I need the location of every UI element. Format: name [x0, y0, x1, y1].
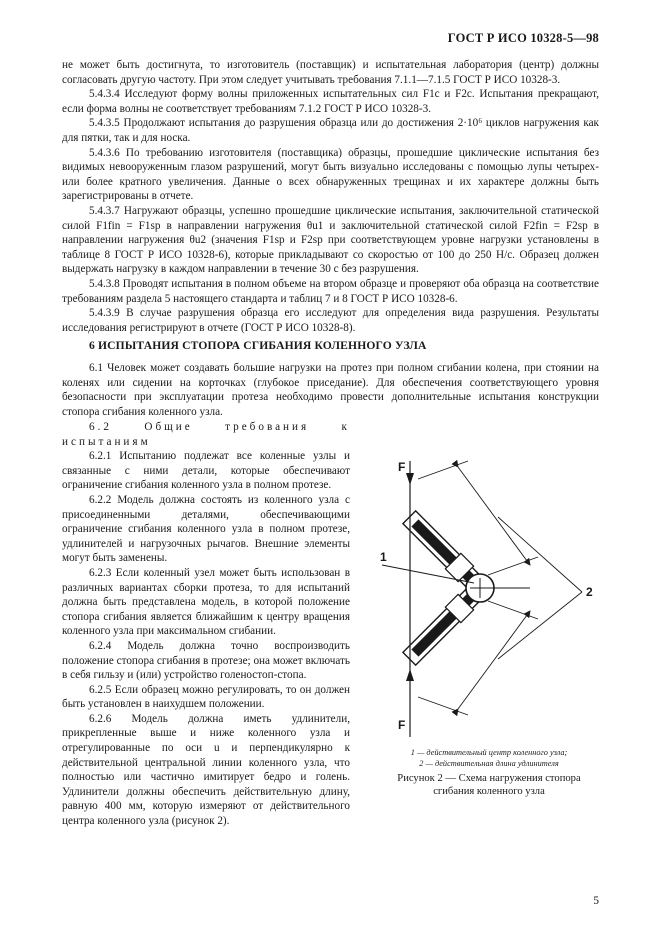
loading-diagram	[370, 455, 610, 745]
figure-legend	[366, 747, 612, 769]
paragraph: не может быть достигнута, то изготовитель (поставщик) и испытательная лаборатория (центр) должны согласовать другую частоту. При этом следует учитывать требования 7.1.1—7.1.5 ГОСТ Р ИСО 10328-3.	[62, 59, 599, 86]
document-header: ГОСТ Р ИСО 10328-5—98	[447, 31, 599, 45]
paragraph: 6.2.6 Модель должна иметь удлинители, прикрепленные выше и ниже коленного узла и отрегулированные по оси u и перпендикулярно к действительной центральной линии коленного узла, что полностью или частично имитирует бедро и голень. Удлинители должны обеспечить действительную длину, равную 400 мм, которую измеряют от действительного центра коленного узла (рисунок 2).	[62, 712, 350, 828]
force-label-top: F	[398, 460, 406, 474]
paragraph: 6.2.1 Испытанию подлежат все коленные узлы и связанные с ними детали, которые обеспечивают ограничение сгибания коленного узла в полном протезе.	[62, 450, 350, 492]
top-text-block	[62, 58, 599, 335]
paragraph: 6.2.2 Модель должна состоять из коленного узла с присоединенными деталями, обеспечивающими ограничение сгибания коленного узла в полном протезе, удлинителей и нагрузочных рычагов. Внешние элементы могут быть заменены.	[62, 493, 350, 565]
section-6-1	[62, 361, 599, 419]
caption-line: Рисунок 2 — Схема нагружения стопора	[397, 773, 581, 784]
paragraph: 5.4.3.7 Нагружают образцы, успешно прошедшие циклические испытания, заключительной статической силой F1fin = F1sp в направлении нагружения θu1 и заключительной статической силой F2fin = F2sp в направлении нагружения θu2 (значения F1sp и F2sp при соответствующем уровне нагрузки установлены в таблице 8 ГОСТ Р ИСО 10328-6), которые прикладывают со скоростью от 100 до 250 Н/с. Образец должен выдержать нагрузку в каждом направлении в течение 30 с без разрушения.	[62, 204, 599, 276]
paragraph: 5.4.3.9 В случае разрушения образца его исследуют для определения вида разрушения. Результаты исследования регистрируют в отчете (ГОСТ Р ИСО 10328-8).	[62, 307, 599, 334]
paragraph: 5.4.3.6 По требованию изготовителя (поставщика) образцы, прошедшие циклические испытания без видимых невооруженным глазом разрушений, могут быть визуально исследованы с помощью лупы четырех- или более кратного увеличения. Данные о всех обнаруженных трещинах и их характере должны быть зарегистрированы в отчете.	[62, 146, 599, 203]
section-heading: 6 ИСПЫТАНИЯ СТОПОРА СГИБАНИЯ КОЛЕННОГО УЗЛА	[89, 339, 427, 352]
callout-1-label: 1	[380, 550, 387, 564]
page-number: 5	[593, 895, 599, 907]
legend-item: 2 — действительная длина удлинителя	[419, 759, 559, 768]
paragraph: 6.2.5 Если образец можно регулировать, то он должен быть установлен в наихудшем положении.	[62, 683, 350, 711]
subsection-heading: 6.2 Общие требования к испытаниям	[62, 421, 350, 448]
paragraph: 6.2.3 Если коленный узел может быть использован в различных вариантах сборки протеза, то для испытаний должна быть представлена модель, в которой положение стопора сгибания является ближайшим к центру вращения коленного узла при максимальном сгибании.	[62, 566, 350, 638]
legend-item: 1 — действительный центр коленного узла;	[410, 748, 568, 757]
callout-2-label: 2	[586, 585, 593, 599]
force-label-bottom: F	[398, 718, 406, 732]
paragraph: 5.4.3.8 Проводят испытания в полном объеме на втором образце и проверяют оба образца на соответствие требованиям раздела 5 настоящего стандарта и таблиц 7 и 8 ГОСТ Р ИСО 10328-6.	[62, 277, 599, 305]
left-column-text	[62, 420, 350, 829]
paragraph: 6.1 Человек может создавать большие нагрузки на протез при полном сгибании колена, при стоянии на коленях или сидении на корточках (глубокое приседание). Для обеспечения соответствующего уровня безопасности при эксплуатации протеза необходимо провести дополнительные испытания конструкции стопора сгибания коленного узла.	[62, 362, 599, 418]
paragraph: 5.4.3.4 Исследуют форму волны приложенных испытательных сил F1c и F2c. Испытания прекращают, если форма волны не соответствует требованиям 7.1.2 ГОСТ Р ИСО 10328-3.	[62, 88, 599, 115]
paragraph: 5.4.3.5 Продолжают испытания до разрушения образца или до достижения 2·10⁶ циклов нагружения как для пятки, так и для носка.	[62, 117, 599, 144]
caption-line: сгибания коленного узла	[433, 786, 545, 797]
paragraph: 6.2.4 Модель должна точно воспроизводить положение стопора сгибания в протезе; она может включать в себя гильзу и (или) устройство голеностоп-стопа.	[62, 639, 350, 682]
figure-caption	[366, 772, 612, 798]
